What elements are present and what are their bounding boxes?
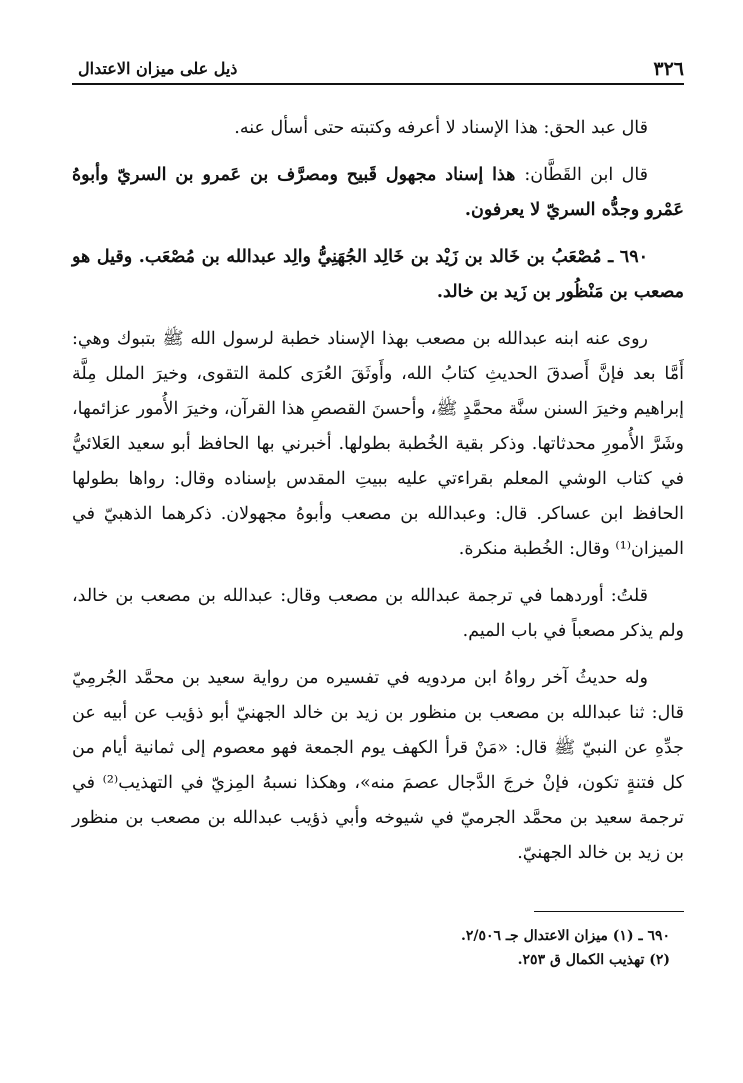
paragraph-khutba bbox=[72, 322, 684, 567]
paragraph-qultu bbox=[72, 579, 684, 649]
body-text bbox=[72, 111, 684, 871]
paragraph-text: قال عبد الحق: هذا الإسناد لا أعرفه وكتبته حتى أسأل عنه. bbox=[234, 118, 648, 138]
footnotes bbox=[72, 924, 684, 972]
paragraph-text: روى عنه ابنه عبدالله بن مصعب بهذا الإسناد خطبة لرسول الله ﷺ بتبوك وهي: أَمَّا بعد فإنَّ أَصدقَ الحديثِ كتابُ الله، وأَوثَقَ العُرَى كلمة التقوى، وخيرَ الملل مِلَّة إبراهيم وخيرَ السنن سنَّة محمَّدٍ ﷺ، وأحسنَ القصصِ هذا القرآن، وخيرَ الأُمور عزائمها، وشَرَّ الأُمورِ محدثاتها. وذكر بقية الخُطبة بطولها. أخبرني بها الحافظ أبو سعيد العَلائيُّ في كتاب الوشي المعلم بقراءتي عليه ببيتِ المقدس بإسناده وقال: رواها بطولها الحافظ ابن عساكر. قال: وعبدالله بن مصعب وأبوهُ مجهولان. ذكرهما الذهبيّ في الميزان⁽¹⁾ وقال: الخُطبة منكرة. bbox=[72, 329, 684, 559]
paragraph-ibn-al-qattan bbox=[72, 158, 684, 228]
document-page bbox=[72, 55, 684, 1055]
running-title: ذيل على ميزان الاعتدال bbox=[78, 59, 238, 78]
footnote-1: ٦٩٠ ـ (١) ميزان الاعتدال جـ ٢/٥٠٦. bbox=[460, 928, 670, 944]
paragraph-lead: قال ابن القَطَّان: bbox=[524, 165, 649, 185]
paragraph-text: قلتُ: أوردهما في ترجمة عبدالله بن مصعب وقال: عبدالله بن مصعب بن خالد، ولم يذكر مصعباً في باب الميم. bbox=[72, 586, 684, 641]
page-header bbox=[72, 55, 684, 85]
paragraph-abd-al-haqq bbox=[72, 111, 684, 146]
entry-heading-690 bbox=[72, 240, 684, 310]
page-number: ٣٢٦ bbox=[653, 58, 684, 80]
paragraph-hadith-kahf bbox=[72, 661, 684, 871]
footnote-2: (٢) تهذيب الكمال ق ٢٥٣. bbox=[517, 952, 670, 968]
entry-heading-text: ٦٩٠ ـ مُصْعَبُ بن خَالد بن زَيْد بن خَالِد الجُهَنِيُّ والِد عبدالله بن مُصْعَب. وقيل هو مصعب بن مَنْظُور بن زَيد بن خالد. bbox=[72, 247, 684, 302]
paragraph-text: هذا إسناد مجهول قَبيح ومصرَّف بن عَمرو بن السريّ وأبوهُ عَمْرو وجدُّه السريّ لا يعرفون. bbox=[72, 165, 684, 220]
footnote-separator bbox=[534, 911, 684, 912]
paragraph-text: وله حديثُ آخر رواهُ ابن مردويه في تفسيره من رواية سعيد بن محمَّد الجُرمِيّ قال: ثنا عبدالله بن مصعب بن منظور بن زيد بن خالد الجهنيّ أبو ذؤيب عن أبيه عن جدِّهِ عن النبيّ ﷺ قال: «مَنْ قرأ الكهف يوم الجمعة فهو معصوم إلى ثمانية أيام من كل فتنةٍ تكون، فإنْ خرجَ الدَّجال عصمَ منه»، وهكذا نسبهُ المِزيّ في التهذيب⁽²⁾ في ترجمة سعيد بن محمَّد الجرميّ في شيوخه وأبي ذؤيب عبدالله بن مصعب بن منظور بن زيد بن خالد الجهنيّ. bbox=[72, 668, 684, 863]
